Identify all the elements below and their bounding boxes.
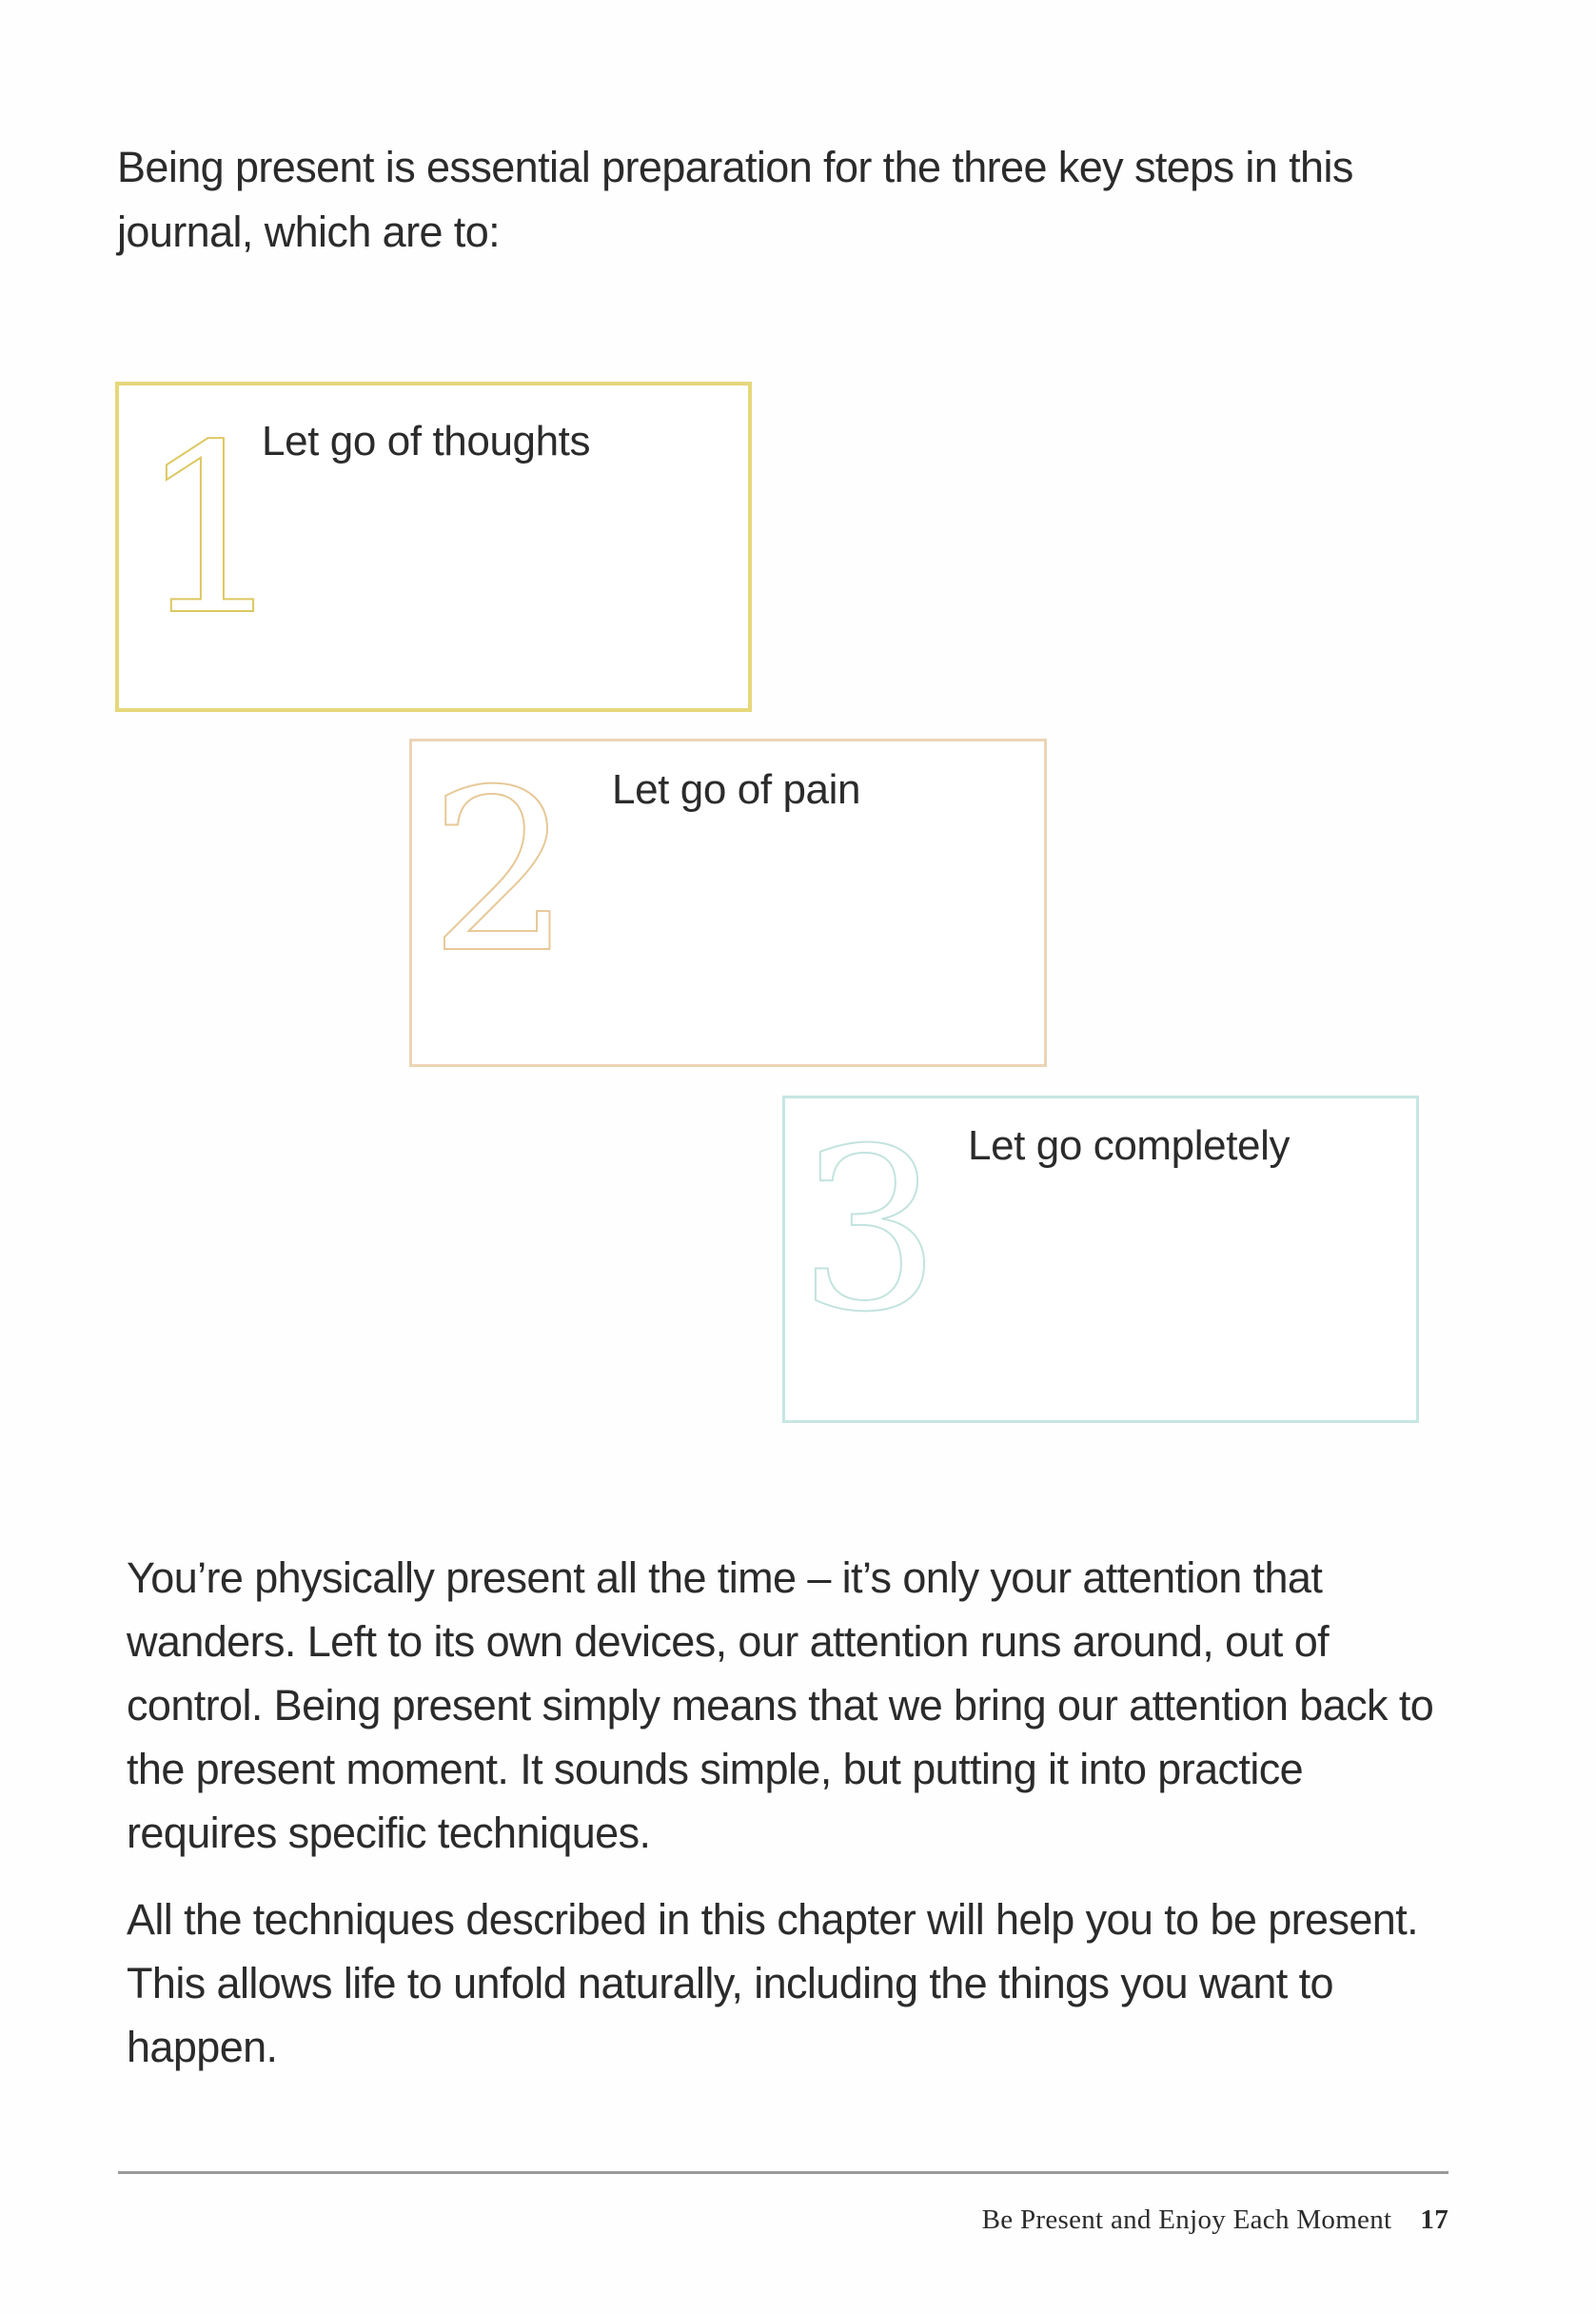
intro-paragraph: Being present is essential preparation for the three key steps in this journal, which are to: bbox=[117, 143, 1353, 256]
step-label-2: Let go of pain bbox=[612, 766, 861, 813]
step-numeral-2: 2 bbox=[429, 742, 572, 1002]
page-number: 17 bbox=[1420, 2204, 1448, 2235]
step-box-2 bbox=[409, 739, 1047, 1067]
step-numeral-3: 3 bbox=[798, 1101, 941, 1361]
page-footer bbox=[982, 2204, 1448, 2236]
step-label-3: Let go completely bbox=[968, 1122, 1291, 1169]
body-paragraph-1: You’re physically present all the time – it’s only your attention that wanders. Left to its own devices, our attention runs around, out of control. Being present simply means that we bring our attention back to the present moment. It sounds simple, but putting it into practice requires specific techniques. bbox=[127, 1553, 1434, 1857]
step-label-1: Let go of thoughts bbox=[262, 418, 591, 465]
step-box-3 bbox=[782, 1096, 1419, 1423]
step-numeral-1: 1 bbox=[138, 395, 286, 666]
body-paragraph-2: All the techniques described in this chapter will help you to be present. This allows life to unfold naturally, including the things you want to happen. bbox=[127, 1895, 1419, 2071]
footer-divider bbox=[118, 2171, 1448, 2174]
step-box-1 bbox=[115, 382, 752, 712]
running-chapter-title: Be Present and Enjoy Each Moment bbox=[981, 2204, 1392, 2235]
